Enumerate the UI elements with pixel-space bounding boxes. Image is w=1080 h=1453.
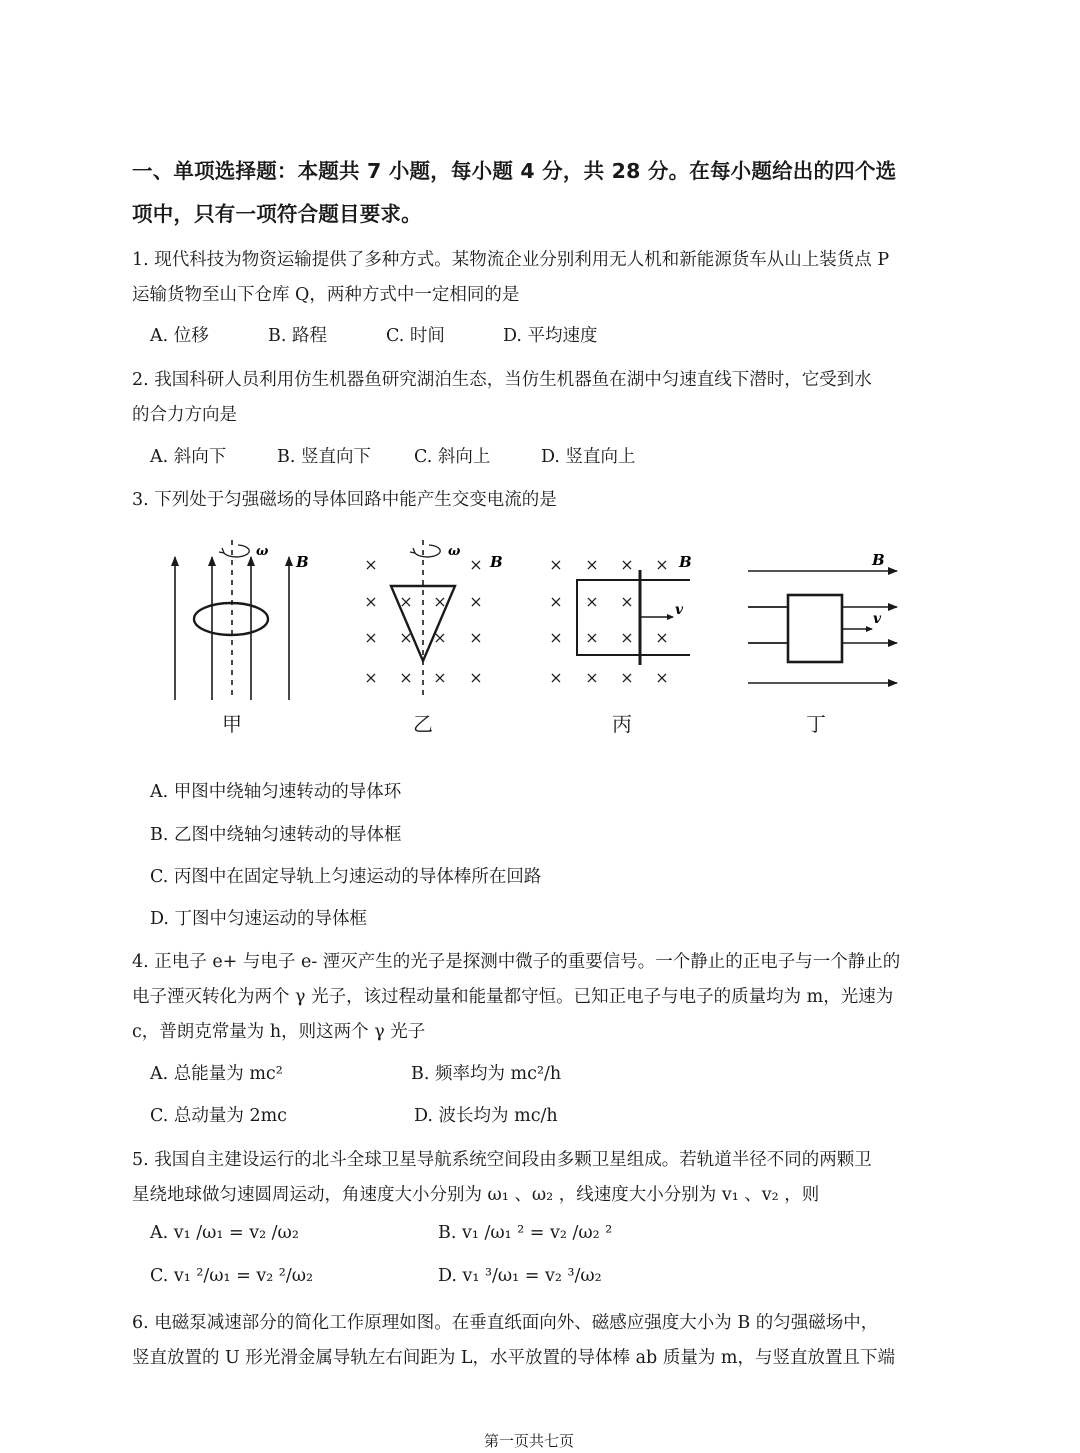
- option-c[interactable]: C. 时间: [386, 326, 445, 346]
- option-a[interactable]: A. 斜向下: [150, 447, 227, 467]
- svg-text:×: ×: [549, 628, 563, 647]
- svg-text:×: ×: [585, 668, 599, 687]
- svg-text:×: ×: [364, 668, 378, 687]
- question-text-line: 运输货物至山下仓库 Q，两种方式中一定相同的是: [132, 285, 520, 305]
- question-text-line: 4. 正电子 e+ 与电子 e- 湮灭产生的光子是探测中微子的重要信号。一个静止的正电子与一个静止的: [132, 952, 901, 972]
- option-c[interactable]: C. 丙图中在固定导轨上匀速运动的导体棒所在回路: [150, 867, 542, 887]
- diagram-yi: [364, 540, 502, 700]
- option-c[interactable]: C. v₁ ²/ω₁ = v₂ ²/ω₂: [150, 1266, 314, 1286]
- section-title-line2: 项中，只有一项符合题目要求。: [132, 202, 422, 226]
- velocity-symbol: v: [873, 611, 882, 627]
- field-b-symbol: B: [296, 553, 309, 571]
- option-d[interactable]: D. 竖直向上: [541, 447, 636, 467]
- figure-label-jia: 甲: [222, 712, 242, 736]
- question-text-line: 5. 我国自主建设运行的北斗全球卫星导航系统空间段由多颗卫星组成。若轨道半径不同的两颗卫: [132, 1150, 872, 1170]
- option-a[interactable]: A. 总能量为 mc²: [150, 1064, 283, 1084]
- question-text-line: 的合力方向是: [132, 405, 237, 425]
- diagram-jia: [175, 540, 309, 700]
- question-text-line: 星绕地球做匀速圆周运动，角速度大小分别为 ω₁ 、ω₂ ，线速度大小分别为 v₁ 、v₂ ，则: [132, 1185, 820, 1205]
- svg-text:×: ×: [469, 668, 483, 687]
- svg-text:×: ×: [364, 628, 378, 647]
- svg-text:×: ×: [585, 555, 599, 574]
- figure-label-bing: 丙: [612, 712, 632, 736]
- rotation-arrow: [415, 545, 440, 557]
- rotation-arrow: [224, 545, 249, 557]
- question-text-line: 竖直放置的 U 形光滑金属导轨左右间距为 L，水平放置的导体棒 ab 质量为 m，与竖直放置且下端: [132, 1348, 895, 1368]
- svg-text:×: ×: [620, 668, 634, 687]
- field-b-symbol: B: [490, 553, 503, 571]
- question-text-line: 6. 电磁泵减速部分的简化工作原理如图。在垂直纸面向外、磁感应强度大小为 B 的匀强磁场中，: [132, 1313, 879, 1333]
- question-text-line: 2. 我国科研人员利用仿生机器鱼研究湖泊生态，当仿生机器鱼在湖中匀速直线下潜时，它受到水: [132, 370, 872, 390]
- svg-text:×: ×: [549, 668, 563, 687]
- svg-text:×: ×: [469, 555, 483, 574]
- into-page-field: [549, 555, 668, 687]
- diagram-bing: [549, 553, 691, 687]
- option-d[interactable]: D. 波长均为 mc/h: [414, 1106, 558, 1126]
- omega-symbol: ω: [448, 544, 461, 559]
- svg-text:×: ×: [469, 592, 483, 611]
- velocity-symbol: v: [675, 602, 684, 618]
- question-text-line: 1. 现代科技为物资运输提供了多种方式。某物流企业分别利用无人机和新能源货车从山上装货点 P: [132, 250, 890, 270]
- option-d[interactable]: D. 丁图中匀速运动的导体框: [150, 909, 368, 929]
- figure-label-ding: 丁: [806, 712, 826, 736]
- option-b[interactable]: B. 频率均为 mc²/h: [411, 1064, 562, 1084]
- svg-text:×: ×: [655, 668, 669, 687]
- option-b[interactable]: B. v₁ /ω₁ ² = v₂ /ω₂ ²: [438, 1223, 613, 1243]
- conductor-frame: [788, 595, 842, 662]
- svg-text:×: ×: [364, 555, 378, 574]
- field-b-symbol: B: [872, 551, 885, 569]
- question-text-line: 电子湮灭转化为两个 γ 光子，该过程动量和能量都守恒。已知正电子与电子的质量均为 m，光速为: [132, 987, 894, 1007]
- svg-text:×: ×: [549, 555, 563, 574]
- svg-text:×: ×: [585, 628, 599, 647]
- option-a[interactable]: A. v₁ /ω₁ = v₂ /ω₂: [150, 1223, 299, 1243]
- svg-text:×: ×: [585, 592, 599, 611]
- option-c[interactable]: C. 总动量为 2mc: [150, 1106, 287, 1126]
- option-d[interactable]: D. 平均速度: [503, 326, 598, 346]
- svg-text:×: ×: [655, 628, 669, 647]
- option-b[interactable]: B. 路程: [268, 326, 327, 346]
- svg-text:×: ×: [433, 592, 447, 611]
- svg-text:×: ×: [655, 555, 669, 574]
- option-a[interactable]: A. 位移: [150, 326, 209, 346]
- svg-text:×: ×: [399, 668, 413, 687]
- question-text-line: c，普朗克常量为 h，则这两个 γ 光子: [132, 1022, 426, 1042]
- omega-symbol: ω: [256, 544, 269, 559]
- option-a[interactable]: A. 甲图中绕轴匀速转动的导体环: [150, 782, 402, 802]
- svg-text:×: ×: [399, 592, 413, 611]
- question-text-line: 3. 下列处于匀强磁场的导体回路中能产生交变电流的是: [132, 490, 557, 510]
- conductor-ring: [194, 603, 268, 635]
- option-b[interactable]: B. 乙图中绕轴匀速转动的导体框: [150, 825, 402, 845]
- field-b-symbol: B: [679, 553, 692, 571]
- svg-text:×: ×: [399, 628, 413, 647]
- diagram-ding: [748, 551, 897, 683]
- page-footer: 第一页共七页: [484, 1432, 575, 1450]
- svg-text:×: ×: [364, 592, 378, 611]
- svg-text:×: ×: [620, 555, 634, 574]
- option-c[interactable]: C. 斜向上: [414, 447, 491, 467]
- svg-text:×: ×: [433, 668, 447, 687]
- svg-text:×: ×: [433, 628, 447, 647]
- svg-text:×: ×: [549, 592, 563, 611]
- svg-text:×: ×: [620, 628, 634, 647]
- svg-text:×: ×: [469, 628, 483, 647]
- svg-text:×: ×: [620, 592, 634, 611]
- section-title-line1: 一、单项选择题：本题共 7 小题，每小题 4 分，共 28 分。在每小题给出的四个选: [132, 159, 897, 183]
- figure-label-yi: 乙: [413, 712, 433, 736]
- option-d[interactable]: D. v₁ ³/ω₁ = v₂ ³/ω₂: [438, 1266, 602, 1286]
- option-b[interactable]: B. 竖直向下: [277, 447, 371, 467]
